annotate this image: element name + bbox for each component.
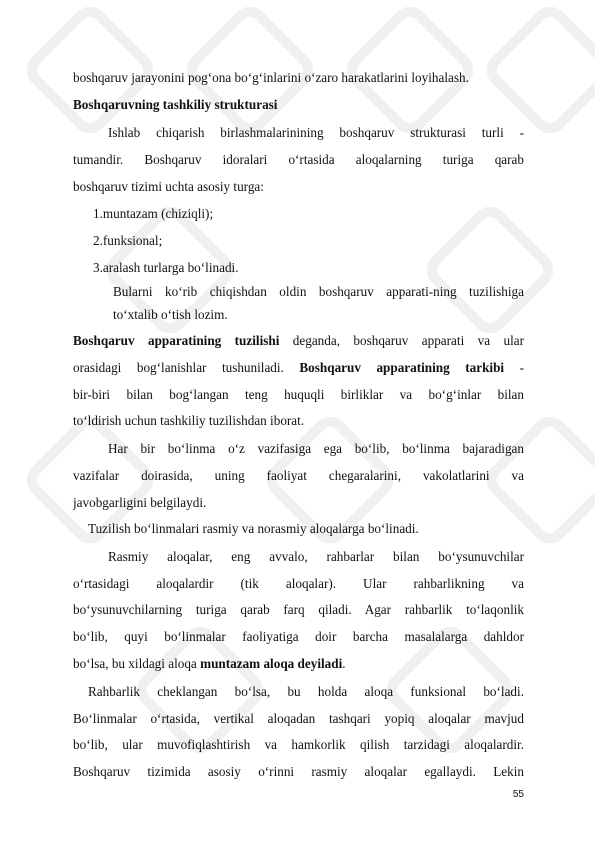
text-line: boshqaruv tizimi uchta asosiy turga: — [73, 179, 264, 194]
text-span: . — [342, 656, 346, 671]
page-number: 55 — [512, 789, 524, 800]
section-heading: Boshqaruvning tashkiliy strukturasi — [73, 97, 278, 112]
text-line — [73, 360, 524, 376]
bold-term: muntazam aloqa deyiladi — [200, 656, 343, 671]
text-line: Har bir bo‘linma o‘z vazifasiga ega bo‘lib, bo‘linma bajaradigan — [108, 441, 524, 456]
text-line: tumandir. Boshqaruv idoralari o‘rtasida aloqalarning turiga qarab — [73, 152, 524, 167]
text-line: bir-biri bilan bog‘langan teng huquqli birliklar va bo‘g‘inlar bilan — [73, 387, 524, 402]
text-line: to‘xtalib o‘tish lozim. — [113, 307, 228, 322]
text-span: orasidagi bog‘lanishlar tushuniladi. — [73, 360, 300, 375]
bold-term: Boshqaruv apparatining tuzilishi — [73, 333, 280, 348]
text-line: bo‘lib, quyi bo‘linmalar faoliyatiga doir barcha masalalarga dahldor — [73, 629, 524, 644]
text-line: o‘rtasidagi aloqalardir (tik aloqalar). Ular rahbarlikning va — [73, 576, 524, 591]
text-line: Rasmiy aloqalar, eng avvalo, rahbarlar bilan bo‘ysunuvchilar — [108, 549, 524, 564]
text-span: deganda, boshqaruv apparati va ular — [279, 333, 524, 348]
text-line: Bularni ko‘rib chiqishdan oldin boshqaruv apparati-ning tuzilishiga — [113, 284, 524, 299]
list-item: 3.aralash turlarga bo‘linadi. — [93, 260, 239, 275]
bold-term: Boshqaruv apparatining tarkibi — [299, 360, 505, 375]
text-line — [73, 656, 524, 672]
text-line: vazifalar doirasida, uning faoliyat chegaralarini, vakolatlarini va — [73, 468, 524, 483]
text-line: Bo‘linmalar o‘rtasida, vertikal aloqadan tashqari yopiq aloqalar mavjud — [73, 711, 524, 726]
text-line: boshqaruv jarayonini pog‘ona bo‘g‘inlarini o‘zaro harakatlarini loyihalash. — [73, 70, 469, 85]
text-line: Ishlab chiqarish birlashmalarinining boshqaruv strukturasi turli - — [108, 125, 524, 140]
text-line: bo‘lib, ular muvofiqlashtirish va hamkorlik qilish tarzidagi aloqalardir. — [73, 737, 524, 752]
text-line: bo‘ysunuvchilarning turiga qarab farq qiladi. Agar rahbarlik to‘laqonlik — [73, 602, 524, 617]
text-line: to‘ldirish uchun tashkiliy tuzilishdan iborat. — [73, 413, 305, 428]
text-line: Tuzilish bo‘linmalari rasmiy va norasmiy aloqalarga bo‘linadi. — [88, 521, 419, 536]
list-item: 2.funksional; — [93, 233, 163, 248]
text-line — [73, 333, 524, 349]
text-line: javobgarligini belgilaydi. — [73, 495, 207, 510]
list-item: 1.muntazam (chiziqli); — [93, 206, 214, 221]
text-span: - — [504, 360, 524, 375]
text-line: Rahbarlik cheklangan bo‘lsa, bu holda aloqa funksional bo‘ladi. — [88, 684, 524, 699]
text-line: Boshqaruv tizimida asosiy o‘rinni rasmiy aloqalar egallaydi. Lekin — [73, 764, 524, 779]
text-span: bo‘lsa, bu xildagi aloqa — [73, 656, 201, 671]
